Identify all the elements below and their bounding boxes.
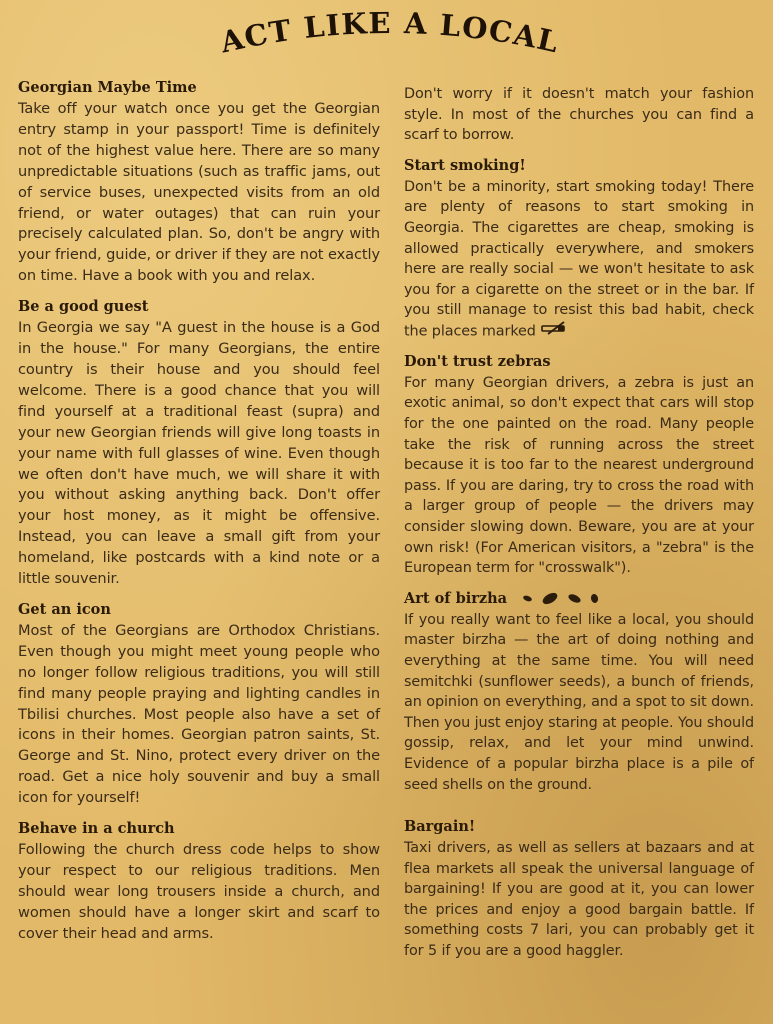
section-body: In Georgia we say "A guest in the house is a God in the house." For many Georgians, the entire country is their house and you should feel welcome. There is a good chance that you will find yourself at a traditional feast (supra) and your new Georgian friends will give long toasts in your name with full glasses of wine. Even though we often don't have much, we will share it with you without asking anything back. Don't offer your host money, as it might be offensive. Instead, you can leave a small gift from your homeland, like postcards with a kind note or a little souvenir. bbox=[18, 319, 380, 588]
page-title-text: ACT LIKE A LOCAL bbox=[217, 5, 563, 60]
section-body-text: Don't be a minority, start smoking today! There are plenty of reasons to start smoking in Georgia. The cigarettes are cheap, smoking is allowed practically everywhere, and smokers here are really social — we won't hesitate to ask you for a cigarette on the street or in the bar. If you still manage to resist this bad habit, check the places marked bbox=[404, 178, 754, 340]
sunflower-seeds-icon bbox=[523, 594, 598, 603]
page-title bbox=[200, 4, 580, 64]
section-heading: Georgian Maybe Time bbox=[18, 79, 197, 96]
right-column bbox=[404, 84, 754, 972]
no-smoking-icon bbox=[540, 321, 570, 342]
section-bargain bbox=[404, 817, 754, 962]
section-heading: Start smoking! bbox=[404, 156, 526, 174]
section-heading: Get an icon bbox=[18, 600, 111, 618]
section-heading: Behave in a church bbox=[18, 820, 175, 838]
section-body: Taxi drivers, as well as sellers at bazaars and at flea markets all speak the universal language of bargaining! If you are good at it, you can lower the prices and enjoy a good bargain battle. If something costs 7 lari, you can probably get it for 5 if you are a good haggler. bbox=[404, 840, 754, 960]
section-heading: Bargain! bbox=[404, 818, 476, 836]
page-title-graphic bbox=[200, 4, 580, 64]
section-body: If you really want to feel like a local, you should master birzha — the art of doing nothing and everything at the same time. You will need semitchki (sunflower seeds), a bunch of friends, an opinion on everything, and a spot to sit down. Then you just enjoy staring at people. You should gossip, relax, and let your mind unwind. Evidence of a popular birzha place is a pile of seed shells on the ground. bbox=[404, 611, 754, 793]
section-heading: Be a good guest bbox=[18, 298, 149, 316]
section-georgian-maybe-time bbox=[18, 78, 380, 287]
section-body: Following the church dress code helps to show your respect to our religious traditions. Men should wear long trousers inside a church, and women should have a longer skirt and scarf to cover their head and arms. bbox=[18, 841, 380, 942]
section-body-continued: Don't worry if it doesn't match your fashion style. In most of the churches you can find a scarf to borrow. bbox=[404, 86, 754, 144]
section-heading: Art of birzha bbox=[404, 589, 508, 607]
section-dont-trust-zebras bbox=[404, 352, 754, 579]
section-be-a-good-guest bbox=[18, 297, 380, 590]
section-start-smoking bbox=[404, 156, 754, 342]
section-body: Most of the Georgians are Orthodox Christians. Even though you might meet young people who no longer follow religious traditions, you will still find many people praying and lighting candles in Tbilisi churches. Most people also have a set of icons in their homes. Georgian patron saints, St. George and St. Nino, protect every driver on the road. Get a nice holy souvenir and buy a small icon for yourself! bbox=[18, 621, 380, 807]
section-behave-in-a-church bbox=[18, 819, 380, 945]
section-body: Take off your watch once you get the Georgian entry stamp in your passport! Time is definitely not of the highest value here. There are so many unpredictable situations (such as traffic jams, out of service buses, unexpected visits from an old friend, or water outages) that can ruin your precisely calculated plan. So, don't be angry with your friend, guide, or driver if they are not exactly on time. Have a book with you and relax. bbox=[18, 100, 380, 285]
section-body: For many Georgian drivers, a zebra is just an exotic animal, so don't expect that cars will stop for the one painted on the road. Many people take the risk of running across the street because it is too far to the nearest underground pass. If you are daring, try to cross the road with a larger group of people — the drivers may consider slowing down. Beware, you are at your own risk! (For American visitors, a "zebra" is the European term for "crosswalk"). bbox=[404, 374, 754, 577]
section-heading-row bbox=[404, 589, 754, 609]
section-heading: Don't trust zebras bbox=[404, 352, 551, 370]
section-body bbox=[404, 177, 754, 342]
left-column bbox=[18, 78, 380, 955]
section-get-an-icon bbox=[18, 600, 380, 809]
church-continuation bbox=[404, 84, 754, 146]
section-art-of-birzha bbox=[404, 589, 754, 795]
svg-text:ACT LIKE A LOCAL bbox=[216, 6, 562, 60]
